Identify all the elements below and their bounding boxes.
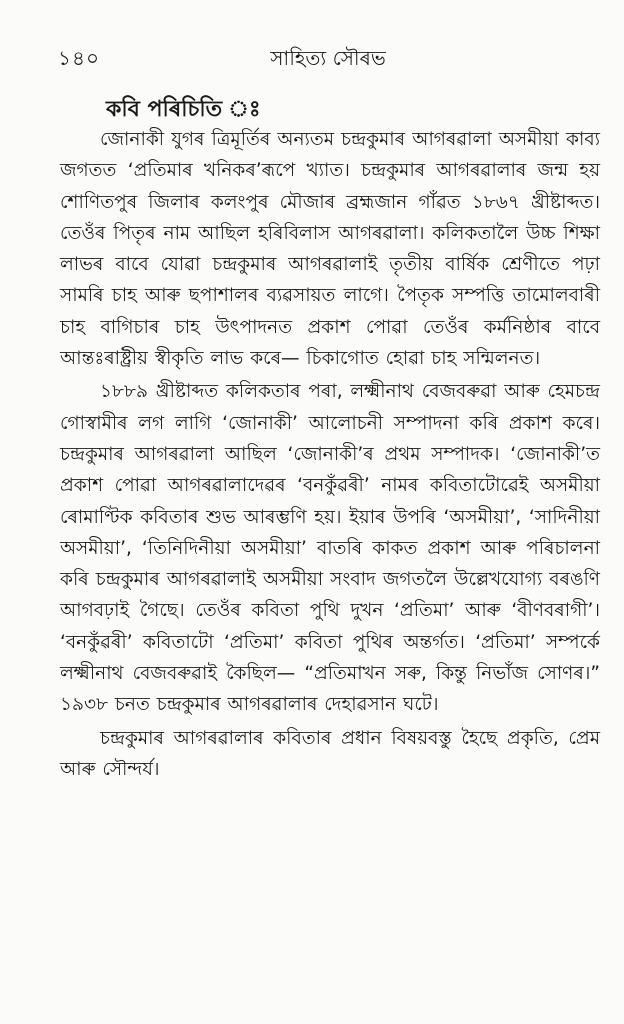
page-header: [58, 44, 598, 74]
paragraph-2: ১৮৮৯ খ্ৰীষ্টাব্দত কলিকতাৰ পৰা, লক্ষ্মীনাথ বেজবৰুৱা আৰু হেমচন্দ্ৰ গোস্বামীৰ লগ লাগি ‘জোনাকী’ আলোচনী সম্পাদনা কৰি প্ৰকাশ কৰে। চন্দ্ৰকুমাৰ আগৰৱালা আছিল ‘জোনাকী’ৰ প্ৰথম সম্পাদক। ‘জোনাকী’ত প্ৰকাশ পোৱা আগৰৱালাদেৱৰ ‘বনকুঁৱৰী’ নামৰ কবিতাটোৱেই অসমীয়া ৰোমাণ্টিক কবিতাৰ শুভ আৰম্ভণি হয়। ইয়াৰ উপৰি ‘অসমীয়া’, ‘সাদিনীয়া অসমীয়া’, ‘তিনিদিনীয়া অসমীয়া’ বাতৰি কাকত প্ৰকাশ আৰু পৰিচালনা কৰি চন্দ্ৰকুমাৰ আগৰৱালাই অসমীয়া সংবাদ জগতলৈ উল্লেখযোগ্য বৰঙণি আগবঢ়াই গৈছে। তেওঁৰ কবিতা পুথি দুখন ‘প্ৰতিমা’ আৰু ‘বীণবৰাগী’। ‘বনকুঁৱৰী’ কবিতাটো ‘প্ৰতিমা’ কবিতা পুথিৰ অন্তৰ্গত। ‘প্ৰতিমা’ সম্পৰ্কে লক্ষ্মীনাথ বেজবৰুৱাই কৈছিল— “প্ৰতিমাখন সৰু, কিন্তু নিভাঁজ সোণৰ।” ১৯৩৮ চনত চন্দ্ৰকুমাৰ আগৰৱালাৰ দেহাৱসান ঘটে।: [60, 381, 600, 716]
paragraph-1: জোনাকী যুগৰ ত্ৰিমূৰ্তিৰ অন্যতম চন্দ্ৰকুমাৰ আগৰৱালা অসমীয়া কাব্য জগতত ‘প্ৰতিমাৰ খনিকৰ’ৰূপে খ্যাত। চন্দ্ৰকুমাৰ আগৰৱালাৰ জন্ম হয় শোণিতপুৰ জিলাৰ কলংপুৰ মৌজাৰ ব্ৰহ্মজান গাঁৱত ১৮৬৭ খ্ৰীষ্টাব্দত। তেওঁৰ পিতৃৰ নাম আছিল হৰিবিলাস আগৰৱালা। কলিকতালৈ উচ্চ শিক্ষা লাভৰ বাবে যোৱা চন্দ্ৰকুমাৰ আগৰৱালাই তৃতীয় বাৰ্ষিক শ্ৰেণীতে পঢ়া সামৰি চাহ আৰু ছপাশালৰ ব্যৱসায়ত লাগে। পৈতৃক সম্পত্তি তামোলবাৰী চাহ বাগিচাৰ চাহ উৎপাদনত প্ৰকাশ পোৱা তেওঁৰ কৰ্মনিষ্ঠাৰ বাবে আন্তঃৰাষ্ট্ৰীয় স্বীকৃতি লাভ কৰে— চিকাগোত হোৱা চাহ সন্মিলনত।: [60, 129, 600, 370]
page-number: ১৪০: [58, 46, 100, 70]
paragraph-3: চন্দ্ৰকুমাৰ আগৰৱালাৰ কবিতাৰ প্ৰধান বিষয়বস্তু হৈছে প্ৰকৃতি, প্ৰেম আৰু সৌন্দৰ্য।: [60, 727, 600, 780]
running-title: সাহিত্য সৌৰভ: [270, 46, 386, 70]
body-text: [60, 124, 600, 787]
section-heading: কবি পৰিচিতি ঃ: [106, 97, 261, 122]
